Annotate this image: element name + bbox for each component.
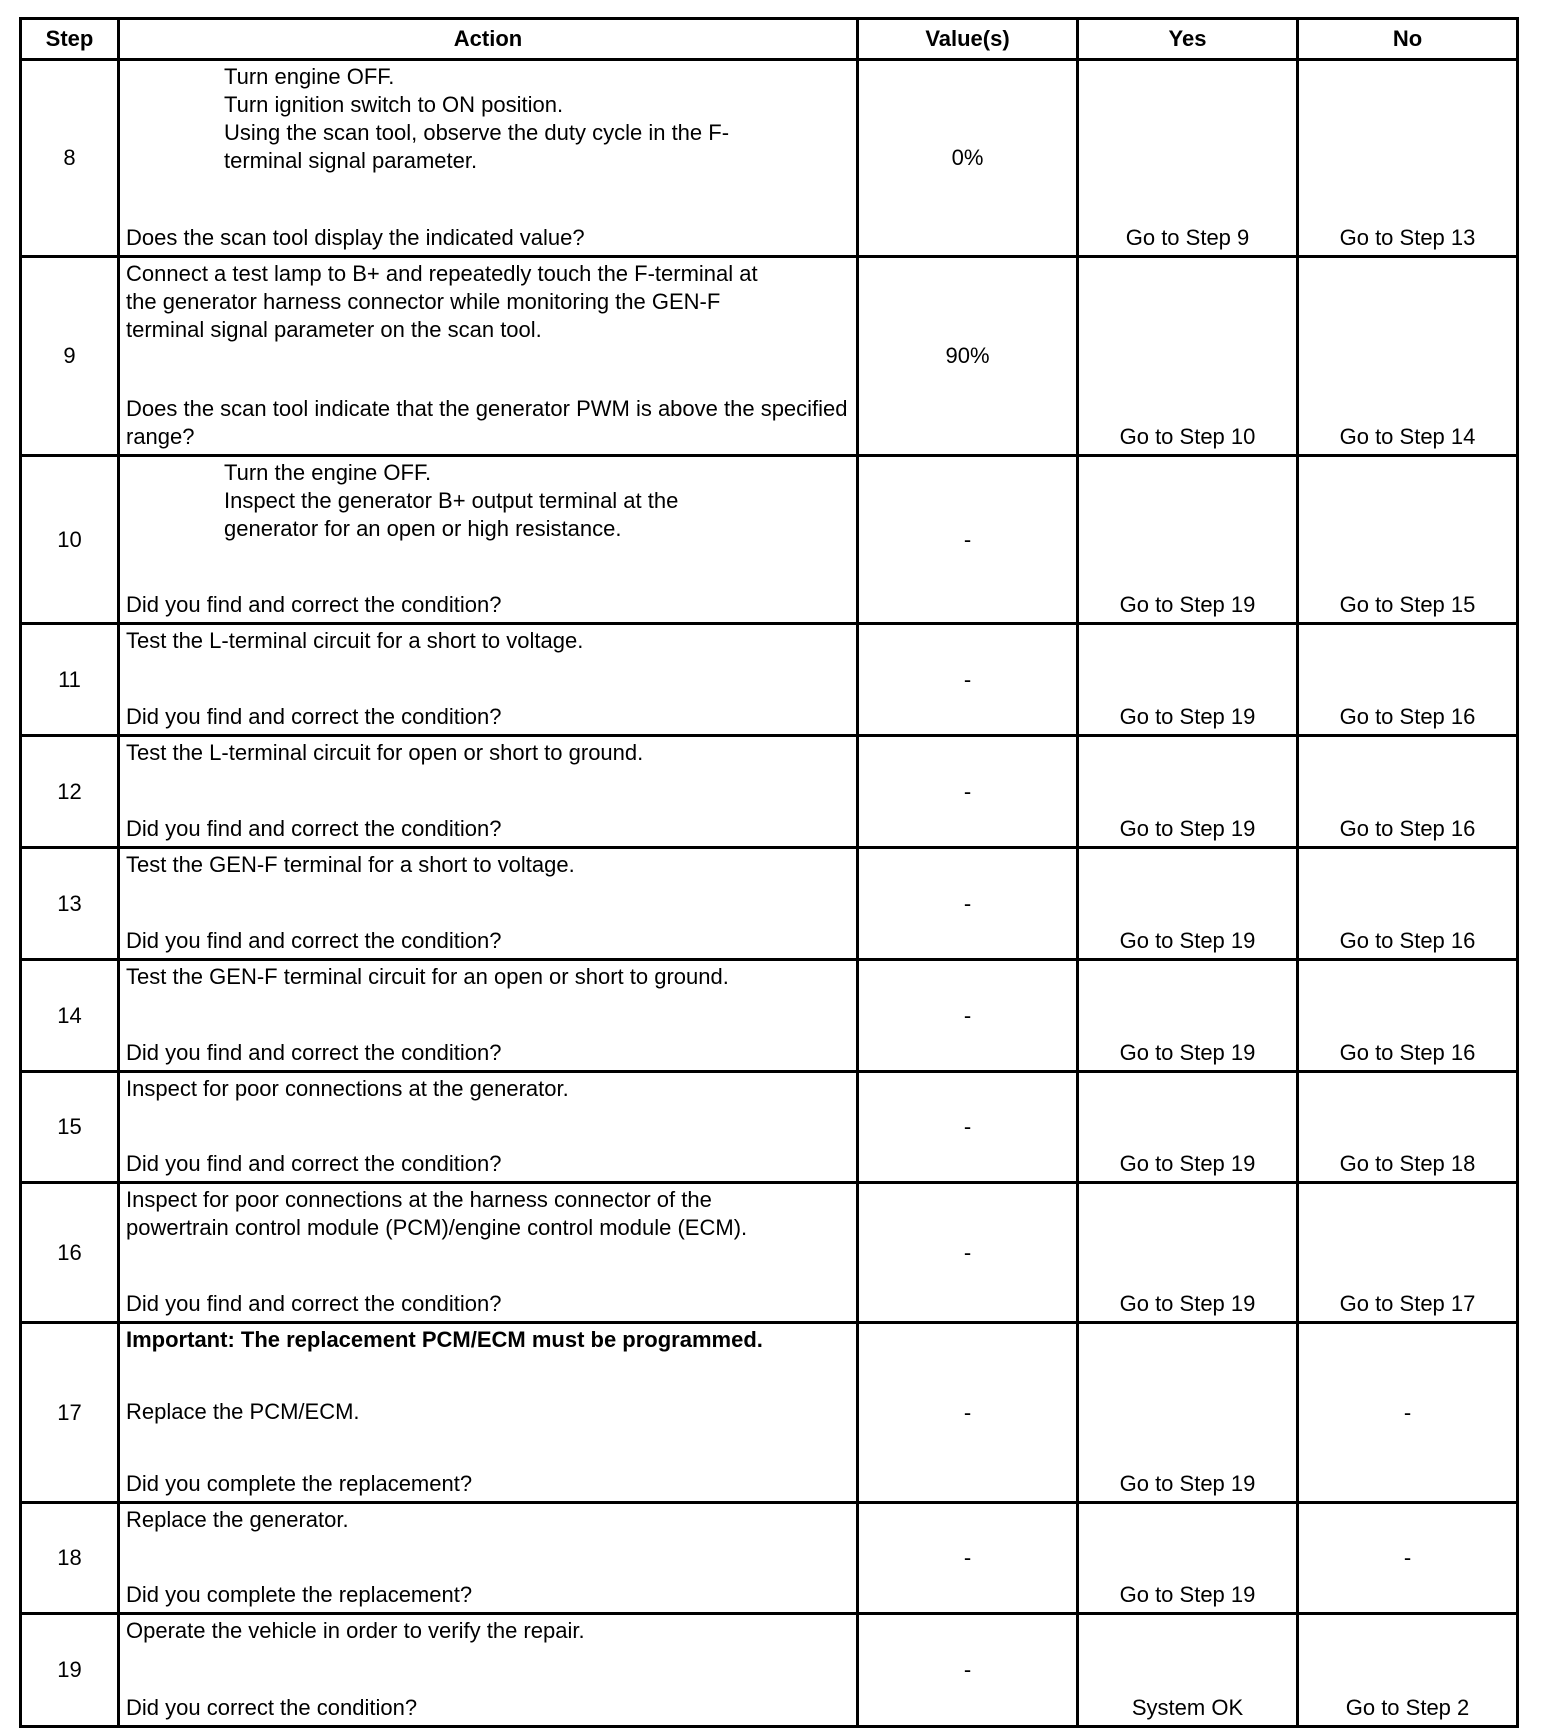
instruction-line: Using the scan tool, observe the duty cycle in the F- [224,120,730,145]
header-no: No [1298,19,1518,60]
action-cell [119,1183,858,1323]
table-row [21,736,1518,848]
step-number: 16 [21,1183,119,1323]
yes-cell: Go to Step 10 [1078,257,1298,456]
action-question: Does the scan tool display the indicated value? [126,225,585,250]
step-number: 17 [21,1323,119,1503]
value-cell: - [858,1503,1078,1614]
table-row [21,960,1518,1072]
instruction-line: Test the L-terminal circuit for a short to voltage. [126,628,584,653]
yes-cell: Go to Step 19 [1078,848,1298,960]
value-cell: - [858,456,1078,624]
important-note: Important: The replacement PCM/ECM must be programmed. [126,1327,763,1352]
instruction-line: Operate the vehicle in order to verify the repair. [126,1618,585,1643]
instruction-line: the generator harness connector while monitoring the GEN-F [126,289,721,314]
action-cell [119,60,858,257]
value-cell: - [858,1072,1078,1183]
instruction-line: Test the GEN-F terminal circuit for an open or short to ground. [126,964,729,989]
instruction-line: Replace the PCM/ECM. [126,1399,360,1424]
action-cell [119,456,858,624]
action-cell [119,1072,858,1183]
instruction-line: generator for an open or high resistance. [224,516,622,541]
no-cell: Go to Step 18 [1298,1072,1518,1183]
yes-cell: Go to Step 19 [1078,1323,1298,1503]
action-question: Did you correct the condition? [126,1695,418,1720]
header-yes: Yes [1078,19,1298,60]
header-action: Action [119,19,858,60]
yes-cell: Go to Step 19 [1078,1072,1298,1183]
yes-cell: Go to Step 19 [1078,624,1298,736]
action-instructions [126,1075,850,1103]
table-row [21,624,1518,736]
step-number: 11 [21,624,119,736]
action-cell [119,848,858,960]
no-cell: Go to Step 13 [1298,60,1518,257]
action-instructions [126,1617,850,1645]
no-cell: Go to Step 14 [1298,257,1518,456]
action-instructions [126,459,850,543]
step-number: 19 [21,1614,119,1727]
action-cell [119,960,858,1072]
no-cell: Go to Step 15 [1298,456,1518,624]
action-instructions [126,627,850,655]
action-instructions [126,963,850,991]
action-question: Did you find and correct the condition? [126,816,502,841]
header-row [21,19,1518,60]
action-instructions [126,1506,850,1534]
value-cell: - [858,1614,1078,1727]
yes-cell: System OK [1078,1614,1298,1727]
value-cell: 90% [858,257,1078,456]
instruction-line: Inspect for poor connections at the generator. [126,1076,569,1101]
header-values: Value(s) [858,19,1078,60]
action-instructions [126,739,850,767]
action-instructions [126,63,850,175]
yes-cell: Go to Step 19 [1078,456,1298,624]
table-row [21,1183,1518,1323]
action-question: Did you find and correct the condition? [126,1040,502,1065]
table-row [21,1323,1518,1503]
no-cell: - [1298,1323,1518,1503]
no-cell: Go to Step 2 [1298,1614,1518,1727]
action-instructions [126,1186,850,1242]
step-number: 8 [21,60,119,257]
instruction-line: Turn engine OFF. [224,64,395,89]
no-cell: Go to Step 16 [1298,624,1518,736]
instruction-line: terminal signal parameter on the scan tool. [126,317,542,342]
action-question: Did you find and correct the condition? [126,928,502,953]
instruction-line: Turn ignition switch to ON position. [224,92,564,117]
action-cell [119,257,858,456]
table-row [21,257,1518,456]
no-cell: - [1298,1503,1518,1614]
value-cell: - [858,848,1078,960]
step-number: 13 [21,848,119,960]
value-cell: - [858,960,1078,1072]
step-number: 14 [21,960,119,1072]
step-number: 18 [21,1503,119,1614]
action-question: Did you complete the replacement? [126,1471,473,1496]
yes-cell: Go to Step 19 [1078,1183,1298,1323]
action-cell [119,624,858,736]
action-instructions [126,260,850,344]
instruction-line: Connect a test lamp to B+ and repeatedly touch the F-terminal at [126,261,758,286]
instruction-line: Test the L-terminal circuit for open or short to ground. [126,740,644,765]
no-cell: Go to Step 16 [1298,960,1518,1072]
step-number: 15 [21,1072,119,1183]
value-cell: - [858,736,1078,848]
yes-cell: Go to Step 9 [1078,60,1298,257]
instruction-line: Inspect for poor connections at the harness connector of the [126,1187,712,1212]
step-number: 12 [21,736,119,848]
instruction-line: terminal signal parameter. [224,148,478,173]
action-question: Did you complete the replacement? [126,1582,473,1607]
yes-cell: Go to Step 19 [1078,736,1298,848]
table-row [21,848,1518,960]
table-row [21,1503,1518,1614]
action-cell [119,1323,858,1503]
action-cell [119,736,858,848]
no-cell: Go to Step 16 [1298,848,1518,960]
yes-cell: Go to Step 19 [1078,960,1298,1072]
diagnostic-table [19,17,1519,1728]
action-question: Did you find and correct the condition? [126,1151,502,1176]
value-cell: - [858,624,1078,736]
action-instructions [126,851,850,879]
value-cell: - [858,1323,1078,1503]
value-cell: 0% [858,60,1078,257]
yes-cell: Go to Step 19 [1078,1503,1298,1614]
instruction-line: Test the GEN-F terminal for a short to voltage. [126,852,575,877]
action-cell [119,1503,858,1614]
action-question: Did you find and correct the condition? [126,1291,502,1316]
action-question: Did you find and correct the condition? [126,704,502,729]
header-step: Step [21,19,119,60]
table-row [21,60,1518,257]
no-cell: Go to Step 16 [1298,736,1518,848]
action-question: Does the scan tool indicate that the generator PWM is above the specified range? [126,396,848,449]
value-cell: - [858,1183,1078,1323]
table-row [21,1072,1518,1183]
action-question: Did you find and correct the condition? [126,592,502,617]
instruction-line: powertrain control module (PCM)/engine control module (ECM). [126,1215,748,1240]
instruction-line: Turn the engine OFF. [224,460,432,485]
step-number: 9 [21,257,119,456]
instruction-line: Replace the generator. [126,1507,349,1532]
instruction-line: Inspect the generator B+ output terminal at the [224,488,679,513]
no-cell: Go to Step 17 [1298,1183,1518,1323]
table-row [21,456,1518,624]
action-instructions [126,1398,850,1426]
step-number: 10 [21,456,119,624]
